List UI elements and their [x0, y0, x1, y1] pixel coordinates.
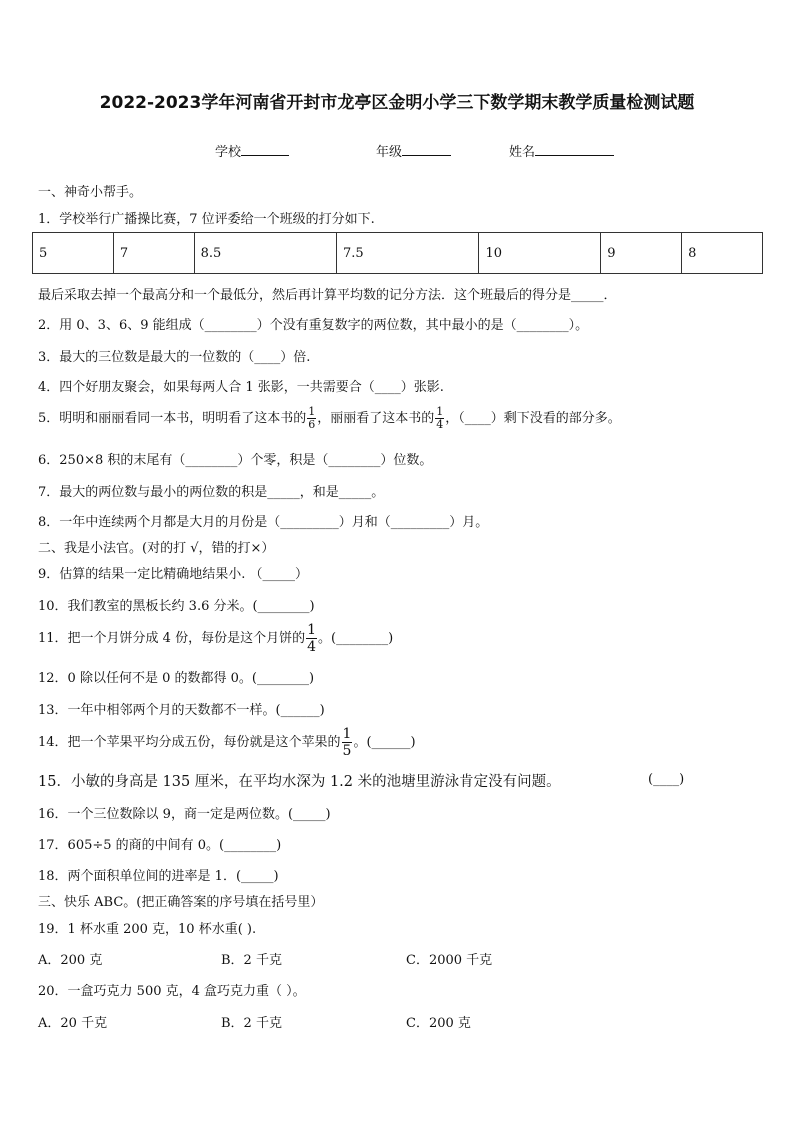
- question-18: 18．两个面积单位间的进率是 1．(_____): [38, 869, 279, 884]
- score-cell: 5: [33, 233, 114, 274]
- score-cell: 8.5: [194, 233, 336, 274]
- school-blank: [241, 143, 289, 156]
- question-4: 4．四个好朋友聚会，如果每两人合 1 张影，一共需要合（____）张影.: [38, 380, 444, 395]
- section-heading-3: 三、快乐 ABC。(把正确答案的序号填在括号里）: [38, 895, 324, 910]
- page-title: 2022-2023学年河南省开封市龙亭区金明小学三下数学期末教学质量检测试题: [99, 93, 695, 113]
- scores-table: [32, 232, 763, 274]
- fraction-one-fifth: $\frac{1}{5}$: [342, 726, 352, 759]
- name-blank: [535, 143, 614, 156]
- question-1-continued: 最后采取去掉一个最高分和一个最低分，然后再计算平均数的记分方法．这个班最后的得分是_____．: [38, 288, 617, 303]
- fraction-one-sixth: $\frac{1}{6}$: [308, 405, 316, 431]
- score-cell: 8: [682, 233, 763, 274]
- question-9: 9．估算的结果一定比精确地结果小. （_____）: [38, 567, 309, 582]
- grade-blank: [402, 143, 451, 156]
- question-5: [38, 406, 621, 431]
- question-12: 12．0 除以任何不是 0 的数都得 0。(________): [38, 671, 315, 686]
- question-19: 19．1 杯水重 200 克，10 杯水重( ).: [38, 922, 257, 937]
- question-5-text-a: 5．明明和丽丽看同一本书，明明看了这本书的: [38, 411, 307, 426]
- question-15: 15．小敏的身高是 135 厘米，在平均水深为 1.2 米的池塘里游泳肯定没有问题。: [38, 774, 561, 790]
- question-11: [38, 622, 393, 655]
- school-label: 学校: [215, 145, 242, 160]
- question-11-text-a: 11．把一个月饼分成 4 份，每份是这个月饼的: [38, 631, 306, 646]
- question-7: 7．最大的两位数与最小的两位数的积是_____，和是_____。: [38, 485, 385, 500]
- name-field: [509, 141, 614, 160]
- question-16: 16．一个三位数除以 9，商一定是两位数。(_____): [38, 807, 331, 822]
- section-heading-2: 二、我是小法官。(对的打 √，错的打×）: [38, 541, 275, 556]
- name-label: 姓名: [509, 145, 536, 160]
- question-6: 6．250×8 积的末尾有（________）个零，积是（________）位数。: [38, 453, 433, 468]
- question-5-text-b: ，丽丽看了这本书的: [317, 411, 435, 426]
- question-1: 1．学校举行广播操比赛，7 位评委给一个班级的打分如下.: [38, 212, 375, 227]
- question-2: 2．用 0、3、6、9 能组成（________）个没有重复数字的两位数，其中最小的是（________）。: [38, 318, 589, 333]
- question-20: 20．一盒巧克力 500 克，4 盒巧克力重（ ）。: [38, 984, 306, 999]
- question-19-option-a: A．200 克: [38, 953, 103, 968]
- question-19-option-b: B．2 千克: [221, 953, 282, 968]
- score-cell: 9: [601, 233, 682, 274]
- score-cell: 7.5: [337, 233, 479, 274]
- question-20-option-a: A．20 千克: [38, 1016, 108, 1031]
- question-13: 13．一年中相邻两个月的天数都不一样。(______): [38, 703, 325, 718]
- question-14-text-b: 。(______): [353, 735, 416, 750]
- fraction-one-quarter: $\frac{1}{4}$: [436, 405, 444, 431]
- question-15-answer-blank: (____): [648, 772, 685, 787]
- question-11-text-b: 。(________): [318, 631, 394, 646]
- question-14: [38, 726, 416, 759]
- section-heading-1: 一、神奇小帮手。: [38, 185, 143, 200]
- score-cell: 10: [479, 233, 601, 274]
- question-10: 10．我们教室的黑板长约 3.6 分米。(________): [38, 599, 315, 614]
- grade-label: 年级: [376, 145, 403, 160]
- table-row: [33, 233, 763, 274]
- question-5-text-c: ，（____）剩下没看的部分多。: [445, 411, 621, 426]
- question-17: 17．605÷5 的商的中间有 0。(________): [38, 838, 282, 853]
- question-19-option-c: C．2000 千克: [406, 953, 493, 968]
- question-8: 8．一年中连续两个月都是大月的月份是（_________）月和（_________）月。: [38, 515, 489, 530]
- school-field: [215, 141, 289, 160]
- question-20-option-c: C．200 克: [406, 1016, 471, 1031]
- question-20-option-b: B．2 千克: [221, 1016, 282, 1031]
- score-cell: 7: [113, 233, 194, 274]
- question-14-text-a: 14．把一个苹果平均分成五份，每份就是这个苹果的: [38, 735, 341, 750]
- grade-field: [376, 141, 451, 160]
- fraction-one-quarter: $\frac{1}{4}$: [307, 622, 316, 655]
- question-3: 3．最大的三位数是最大的一位数的（____）倍.: [38, 350, 311, 365]
